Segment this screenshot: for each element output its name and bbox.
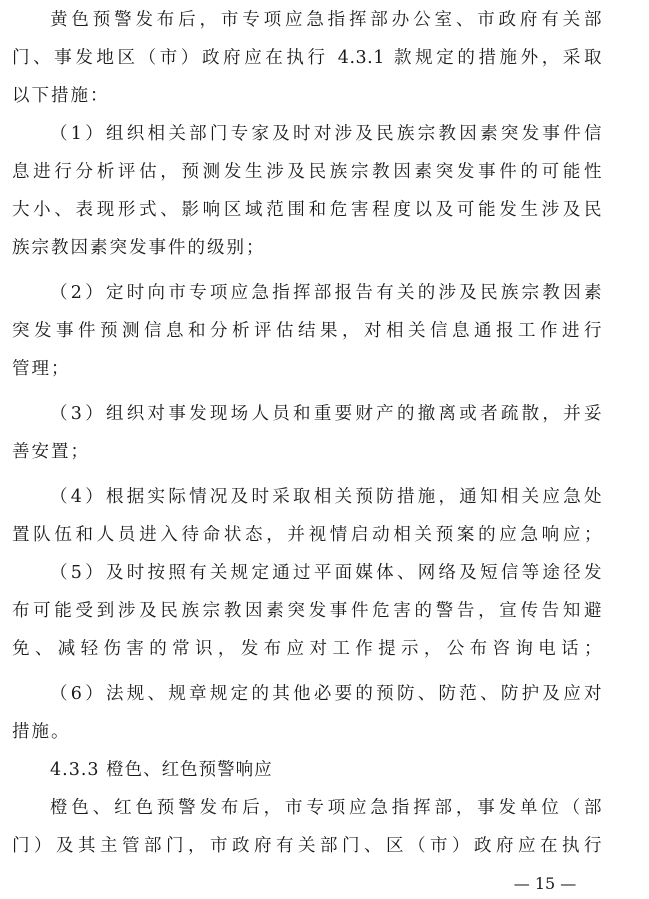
list-item-line: 置队伍和人员进入待命状态，并视情启动相关预案的应急响应；	[12, 525, 602, 545]
list-item-line: 突发事件预测信息和分析评估结果，对相关信息通报工作进行	[12, 321, 602, 341]
list-item-line: 大小、表现形式、影响区域范围和危害程度以及可能发生涉及民	[12, 200, 602, 220]
list-item-line: （1）组织相关部门专家及时对涉及民族宗教因素突发事件信	[50, 124, 602, 144]
list-item-line: 族宗教因素突发事件的级别；	[12, 238, 266, 258]
page-number: — 15 —	[513, 874, 577, 893]
paragraph-line: 橙色、红色预警发布后，市专项应急指挥部，事发单位（部	[50, 798, 602, 818]
list-item-line: 布可能受到涉及民族宗教因素突发事件危害的警告，宣传告知避	[12, 601, 602, 621]
list-item-line: （3）组织对事发现场人员和重要财产的撤离或者疏散，并妥	[50, 404, 602, 424]
paragraph-line: 门、事发地区（市）政府应在执行 4.3.1 款规定的措施外，采取	[12, 48, 602, 68]
list-item-line: （2）定时向市专项应急指挥部报告有关的涉及民族宗教因素	[50, 283, 602, 303]
list-item-line: （5）及时按照有关规定通过平面媒体、网络及短信等途径发	[50, 563, 602, 583]
list-item-line: 措施。	[12, 722, 71, 742]
paragraph-line: 门）及其主管部门，市政府有关部门、区（市）政府应在执行	[12, 836, 602, 856]
list-item-line: 善安置；	[12, 442, 90, 462]
list-item-line: 免、减轻伤害的常识，发布应对工作提示，公布咨询电话；	[12, 639, 602, 659]
section-heading: 4.3.3 橙色、红色预警响应	[50, 760, 273, 780]
list-item-line: 管理；	[12, 359, 71, 379]
list-item-line: （4）根据实际情况及时采取相关预防措施，通知相关应急处	[50, 487, 602, 507]
list-item-line: 息进行分析评估，预测发生涉及民族宗教因素突发事件的可能性	[12, 162, 602, 182]
paragraph-line: 黄色预警发布后，市专项应急指挥部办公室、市政府有关部	[50, 10, 602, 30]
paragraph-line: 以下措施：	[12, 86, 110, 106]
list-item-line: （6）法规、规章规定的其他必要的预防、防范、防护及应对	[50, 684, 602, 704]
